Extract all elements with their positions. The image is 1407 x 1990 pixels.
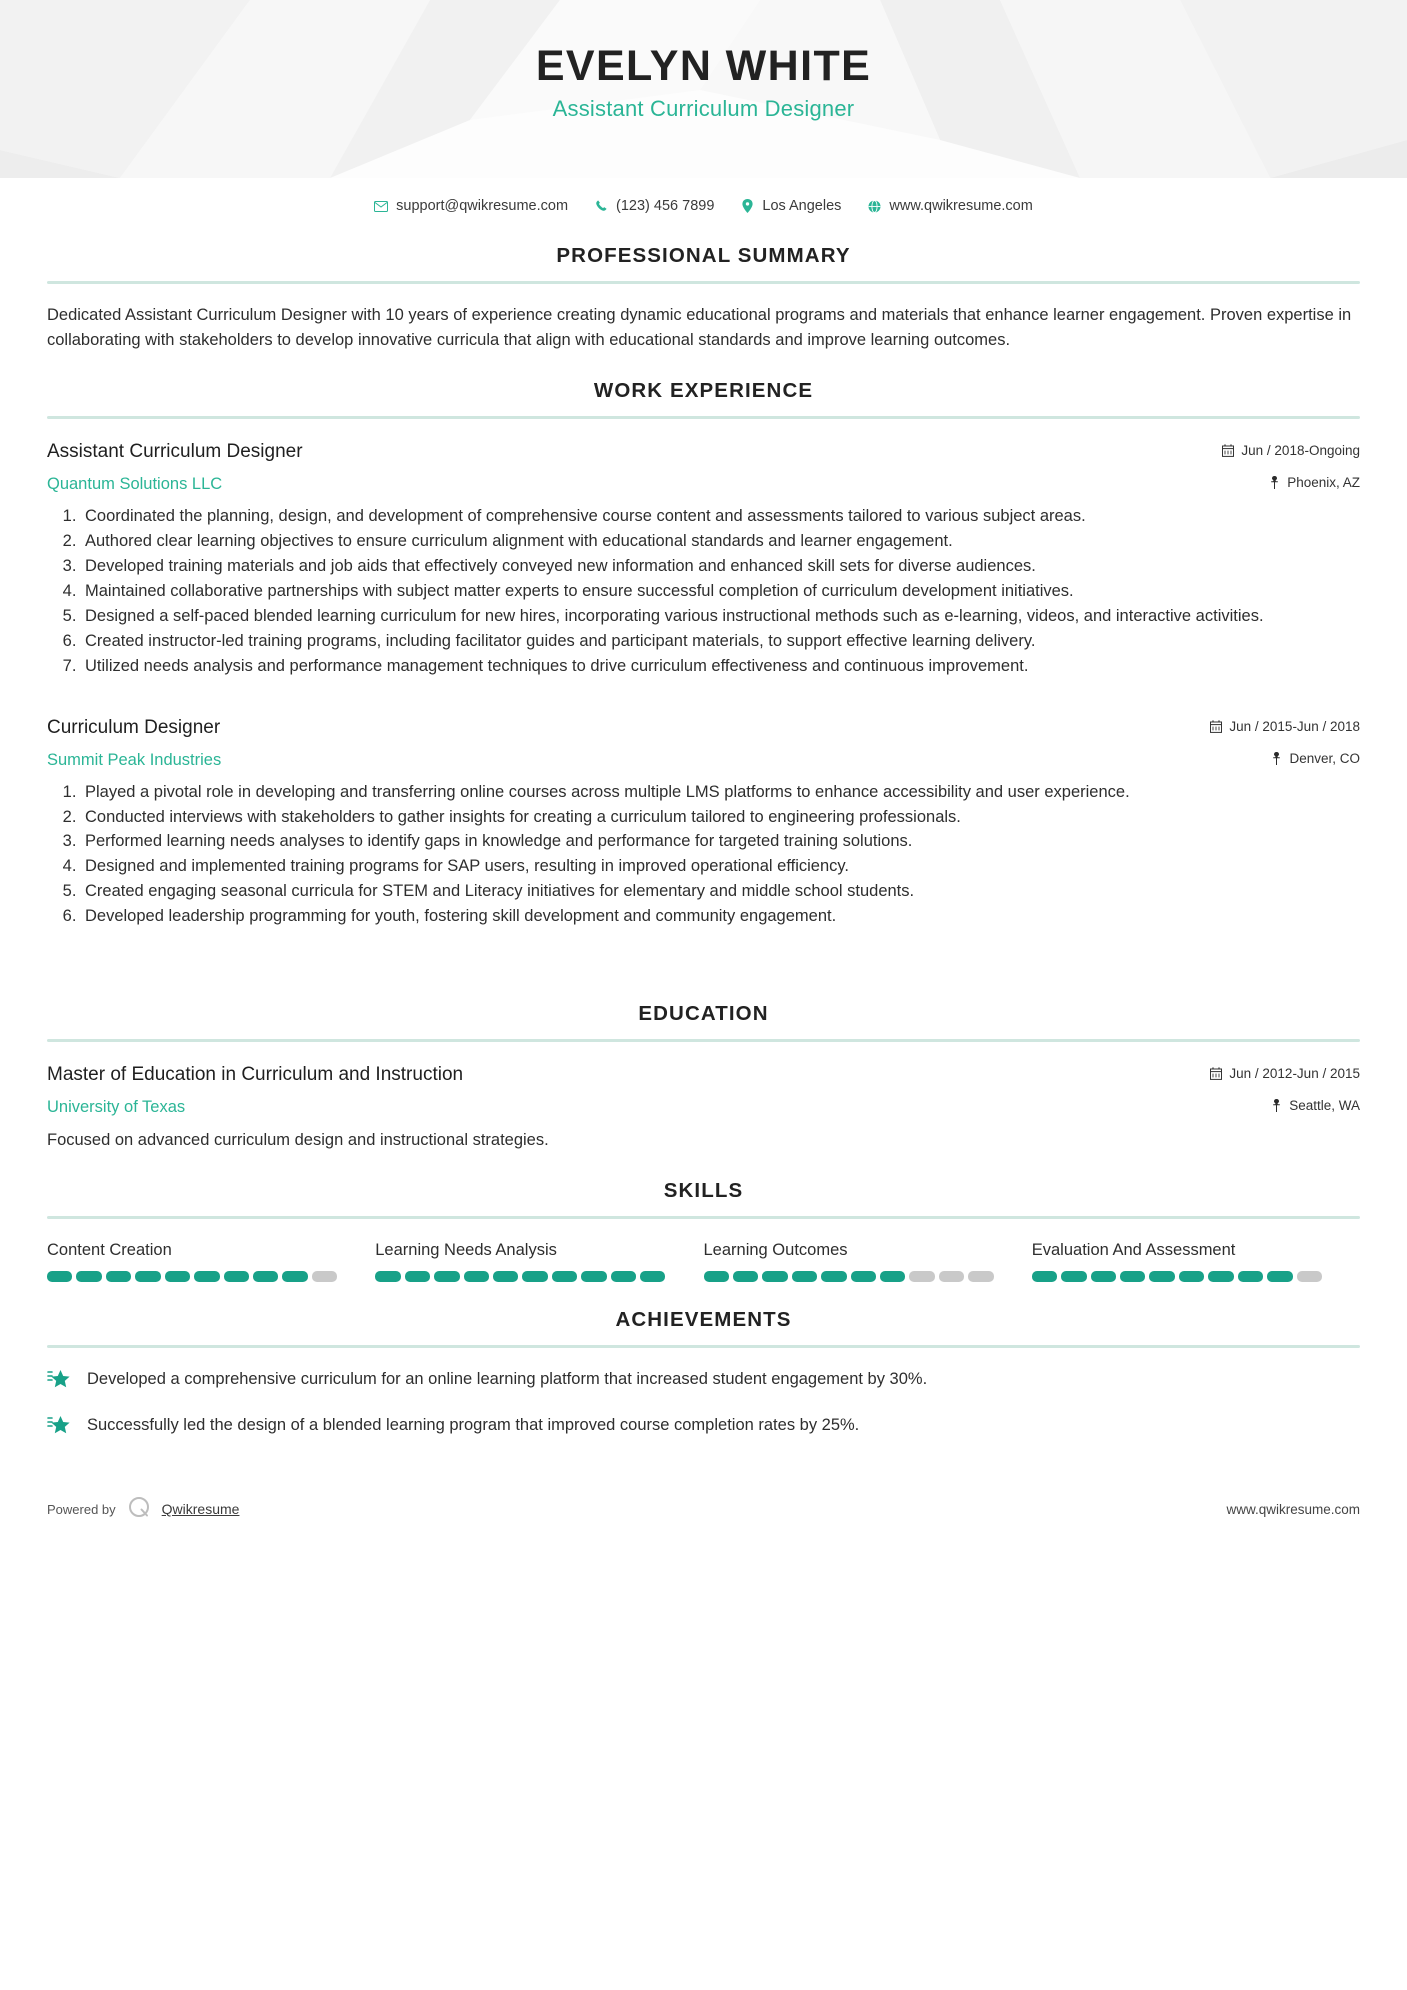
experience-bullet-list [47,781,1360,930]
skill-segment [581,1271,606,1282]
skill-rating-bar [1032,1271,1322,1282]
section-heading-work-experience: WORK EXPERIENCE [593,379,814,403]
map-pin-icon [1270,752,1282,765]
skill-segment [194,1271,219,1282]
calendar-icon [1210,1067,1222,1080]
qwikresume-logo-icon [126,1494,152,1525]
skill-segment [733,1271,758,1282]
skill-segment [76,1271,101,1282]
skill-rating-bar [375,1271,665,1282]
map-pin-icon [1268,476,1280,489]
job-role-subtitle: Assistant Curriculum Designer [552,96,855,122]
experience-dates-value: Jun / 2015-Jun / 2018 [1229,718,1360,734]
list-item: 3. Performed learning needs analyses to identify gaps in knowledge and performance for targeted training solutions. [81,830,1360,854]
education-location [1270,1098,1360,1113]
skill-segment [611,1271,636,1282]
skill-segment [493,1271,518,1282]
skill-rating-bar [47,1271,337,1282]
education-degree: Master of Education in Curriculum and Instruction [47,1064,464,1086]
footer-branding [47,1494,239,1525]
education-dates [1210,1066,1360,1081]
section-achievements [0,1308,1407,1442]
skill-label: Learning Needs Analysis [375,1241,557,1260]
skill-segment [909,1271,934,1282]
contact-bar [0,198,1407,218]
section-heading-skills: SKILLS [663,1179,744,1203]
section-heading-achievements: ACHIEVEMENTS [615,1308,792,1332]
section-divider [47,416,1360,419]
list-item: 5. Created engaging seasonal curricula for STEM and Literacy initiatives for elementary and middle school students. [81,880,1360,904]
experience-location [1270,751,1360,766]
experience-location-value: Phoenix, AZ [1287,475,1360,491]
skill-segment [1238,1271,1263,1282]
skill-item [47,1241,375,1282]
experience-location-value: Denver, CO [1289,750,1360,766]
calendar-icon [1222,444,1234,457]
skill-segment [224,1271,249,1282]
section-professional-summary [0,244,1407,353]
skill-segment [1297,1271,1322,1282]
contact-phone[interactable] [581,198,727,214]
skills-grid [47,1241,1360,1282]
experience-dates [1222,443,1360,458]
skill-segment [253,1271,278,1282]
powered-by-label: Powered by [47,1501,116,1517]
list-item: 2. Authored clear learning objectives to ensure curriculum alignment with educational standards and learner engagement. [81,530,1360,554]
skill-segment [640,1271,665,1282]
section-divider [47,281,1360,284]
skill-segment [704,1271,729,1282]
footer-website: www.qwikresume.com [1226,1501,1360,1517]
skill-segment [47,1271,72,1282]
resume-header [0,0,1407,178]
skill-segment [312,1271,337,1282]
list-item: 4. Maintained collaborative partnerships with subject matter experts to ensure successful completion of curriculum development initiatives. [81,580,1360,604]
spacer [0,930,1407,976]
experience-entry [47,717,1360,930]
section-divider [47,1345,1360,1348]
skill-segment [1091,1271,1116,1282]
education-note: Focused on advanced curriculum design and instructional strategies. [47,1131,549,1150]
skill-segment [434,1271,459,1282]
education-entry [47,1064,1360,1153]
skill-item [1032,1241,1360,1282]
section-heading-education: EDUCATION [638,1002,769,1026]
skill-segment [821,1271,846,1282]
contact-website-value: www.qwikresume.com [889,198,1033,214]
achievement-text: Successfully led the design of a blended learning program that improved course completion rates by 25%. [87,1416,860,1435]
contact-location-value: Los Angeles [762,198,842,214]
map-pin-icon [1270,1099,1282,1112]
skill-item [375,1241,703,1282]
section-work-experience [0,379,1407,929]
experience-company: Summit Peak Industries [47,750,222,769]
skill-segment [1149,1271,1174,1282]
globe-icon [867,199,881,213]
experience-bullet-list [47,505,1360,678]
professional-summary-text: Dedicated Assistant Curriculum Designer with 10 years of experience creating dynamic educational programs and materials that enhance learner engagement. Proven expertise in collaborating with stakeholders to develop innovative curricula that align with educational standards and improve learning outcomes. [47,306,1352,350]
skill-segment [106,1271,131,1282]
skill-segment [1032,1271,1057,1282]
list-item: 6. Developed leadership programming for youth, fostering skill development and community engagement. [81,905,1360,929]
skill-segment [792,1271,817,1282]
experience-dates-value: Jun / 2018-Ongoing [1241,443,1360,459]
star-badge-icon [47,1415,71,1442]
skill-segment [1120,1271,1145,1282]
contact-email[interactable] [361,198,581,214]
skill-segment [552,1271,577,1282]
location-pin-icon [740,199,754,213]
skill-segment [282,1271,307,1282]
education-location-value: Seattle, WA [1289,1098,1360,1114]
list-item: 1. Coordinated the planning, design, and development of comprehensive course content and assessments tailored to various subject areas. [81,505,1360,529]
skill-rating-bar [704,1271,994,1282]
skill-segment [1267,1271,1292,1282]
achievement-item [47,1414,1360,1442]
section-divider [47,1216,1360,1219]
skill-segment [1179,1271,1204,1282]
list-item: 3. Developed training materials and job aids that effectively conveyed new information and enhanced skill sets for diverse audiences. [81,555,1360,579]
skill-label: Content Creation [47,1241,172,1260]
skill-segment [851,1271,876,1282]
experience-location [1268,475,1360,490]
skill-label: Evaluation And Assessment [1031,1241,1236,1260]
achievement-item [47,1368,1360,1396]
experience-job-title: Curriculum Designer [47,716,221,738]
page-footer [0,1486,1407,1532]
list-item: 4. Designed and implemented training programs for SAP users, resulting in improved operational efficiency. [81,855,1360,879]
skill-segment [939,1271,964,1282]
section-education [0,1002,1407,1153]
skill-segment [762,1271,787,1282]
skill-segment [1061,1271,1086,1282]
skill-segment [880,1271,905,1282]
qwikresume-link[interactable]: Qwikresume [161,1501,240,1518]
skill-label: Learning Outcomes [703,1241,848,1260]
contact-location[interactable] [727,198,854,214]
experience-job-title: Assistant Curriculum Designer [47,441,303,463]
calendar-icon [1210,720,1222,733]
skill-item [704,1241,1032,1282]
list-item: 6. Created instructor-led training programs, including facilitator guides and participant materials, to support effective learning delivery. [81,630,1360,654]
list-item: 2. Conducted interviews with stakeholders to gather insights for creating a curriculum tailored to engineering professionals. [81,806,1360,830]
list-item: 1. Played a pivotal role in developing and transferring online courses across multiple LMS platforms to enhance accessibility and user experience. [81,781,1360,805]
list-item: 7. Utilized needs analysis and performance management techniques to drive curriculum effectiveness and continuous improvement. [81,655,1360,679]
star-badge-icon [47,1369,71,1396]
achievements-list [47,1368,1360,1442]
envelope-icon [374,199,388,213]
phone-icon [594,199,608,213]
skill-segment [165,1271,190,1282]
section-heading-professional-summary: PROFESSIONAL SUMMARY [556,244,851,267]
skill-segment [135,1271,160,1282]
section-skills [0,1179,1407,1282]
experience-entry [47,441,1360,678]
contact-email-value: support@qwikresume.com [396,198,569,214]
section-divider [47,1039,1360,1042]
experience-dates [1210,719,1360,734]
page-title: EVELYN WHITE [535,42,872,90]
education-dates-value: Jun / 2012-Jun / 2015 [1229,1066,1360,1082]
skill-segment [1208,1271,1233,1282]
skill-segment [968,1271,993,1282]
achievement-text: Developed a comprehensive curriculum for an online learning platform that increased student engagement by 30%. [87,1370,928,1389]
skill-segment [522,1271,547,1282]
experience-company: Quantum Solutions LLC [47,475,223,494]
skill-segment [405,1271,430,1282]
list-item: 5. Designed a self-paced blended learning curriculum for new hires, incorporating various instructional methods such as e-learning, videos, and interactive activities. [81,605,1360,629]
contact-website[interactable] [854,198,1045,214]
contact-phone-value: (123) 456 7899 [616,198,715,214]
skill-segment [464,1271,489,1282]
skill-segment [375,1271,400,1282]
education-institution: University of Texas [47,1098,186,1117]
